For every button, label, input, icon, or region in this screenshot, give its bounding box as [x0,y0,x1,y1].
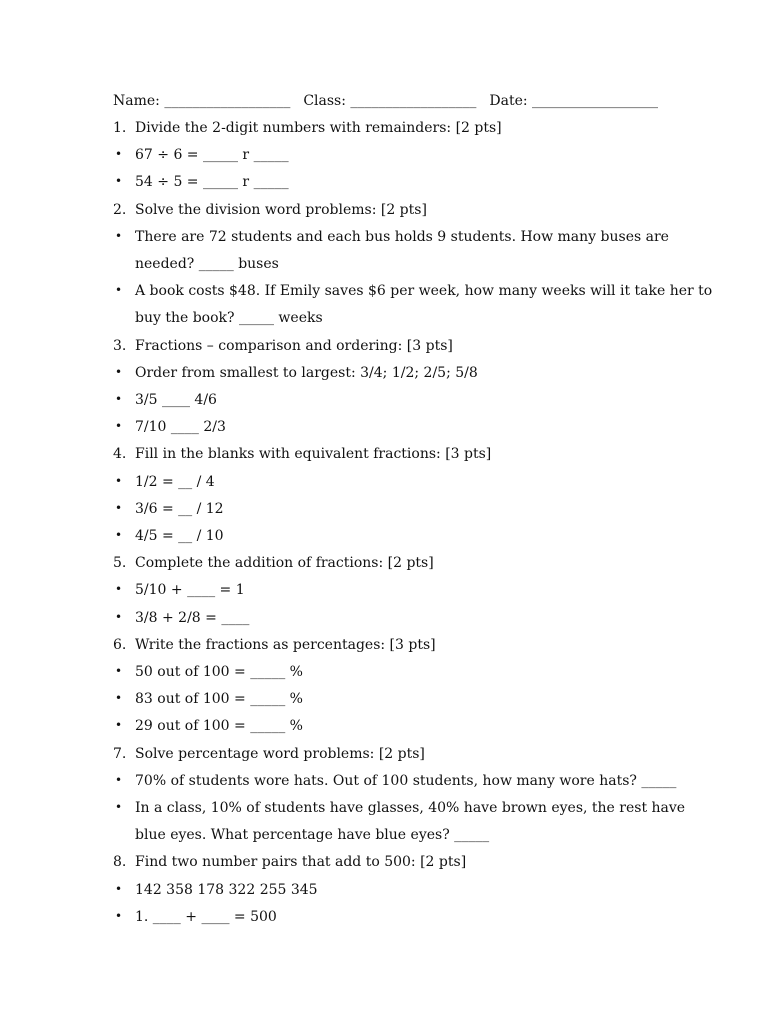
bullet-marker: • [115,392,123,406]
question-number: 4. [113,446,127,463]
bullet-marker: • [115,228,123,243]
bullet-marker: • [115,174,123,189]
bullet-marker: • [115,364,123,379]
line-text: Fill in the blanks with equivalent fractions: [3 pts] [135,446,492,463]
line-text: 4/5 = __ / 10 [135,528,224,544]
line-text: buy the book? _____ weeks [135,310,323,327]
class-field: Class: __________________ [303,93,477,109]
line-text: Solve percentage word problems: [2 pts] [135,745,425,762]
line-text: 29 out of 100 = _____ % [135,718,303,735]
line-text: 3/6 = __ / 12 [135,500,224,517]
bullet-marker: • [115,800,123,814]
bullet-marker: • [115,500,123,515]
line-text: 3/5 ____ 4/6 [135,392,217,408]
question-number: 1. [113,120,127,136]
bullet-marker: • [115,283,123,298]
line-text: 1/2 = __ / 4 [135,473,215,490]
bullet-marker: • [115,908,123,923]
bullet-marker: • [115,147,123,162]
bullet-marker: • [115,609,123,624]
line-text: 54 ÷ 5 = _____ r _____ [135,174,289,191]
line-text: Complete the addition of fractions: [2 pts] [135,555,434,572]
bullet-marker: • [115,582,123,597]
header-row [113,93,671,109]
line-text: 70% of students wore hats. Out of 100 students, how many wore hats? _____ [135,772,677,789]
line-text: 1. ____ + ____ = 500 [135,908,277,925]
line-text: Fractions – comparison and ordering: [3 pts] [135,337,453,354]
line-text: Order from smallest to largest: 3/4; 1/2; 2/5; 5/8 [135,364,478,381]
line-text: needed? _____ buses [135,256,279,272]
date-field: Date: __________________ [489,93,659,109]
line-text: A book costs $48. If Emily saves $6 per week, how many weeks will it take her to [135,283,713,300]
name-field: Name: __________________ [113,93,291,109]
bullet-marker: • [115,691,123,706]
line-text: 83 out of 100 = _____ % [135,691,303,708]
question-number: 8. [113,854,127,871]
question-number: 6. [113,636,127,653]
line-text: Divide the 2-digit numbers with remainders: [2 pts] [135,120,502,136]
question-number: 3. [113,337,127,354]
bullet-marker: • [115,528,123,542]
line-text: Solve the division word problems: [2 pts] [135,201,427,218]
line-text: 50 out of 100 = _____ % [135,664,303,680]
bullet-marker: • [115,718,123,733]
line-text: 5/10 + ____ = 1 [135,582,245,599]
bullet-marker: • [115,772,123,787]
line-text: Write the fractions as percentages: [3 pts] [135,636,436,653]
bullet-marker: • [115,664,123,678]
line-text: Find two number pairs that add to 500: [2 pts] [135,854,467,871]
line-text: 142 358 178 322 255 345 [135,881,318,898]
line-text: blue eyes. What percentage have blue eyes? _____ [135,827,490,844]
bullet-marker: • [115,881,123,896]
bullet-marker: • [115,419,123,434]
line-text: In a class, 10% of students have glasses, 40% have brown eyes, the rest have [135,800,686,816]
question-number: 5. [113,555,127,572]
bullet-marker: • [115,473,123,488]
line-text: 7/10 ____ 2/3 [135,419,226,436]
line-text: 3/8 + 2/8 = ____ [135,609,250,626]
question-number: 2. [113,201,127,218]
line-text: There are 72 students and each bus holds 9 students. How many buses are [135,228,669,245]
line-text: 67 ÷ 6 = _____ r _____ [135,147,289,164]
question-number: 7. [113,745,127,762]
